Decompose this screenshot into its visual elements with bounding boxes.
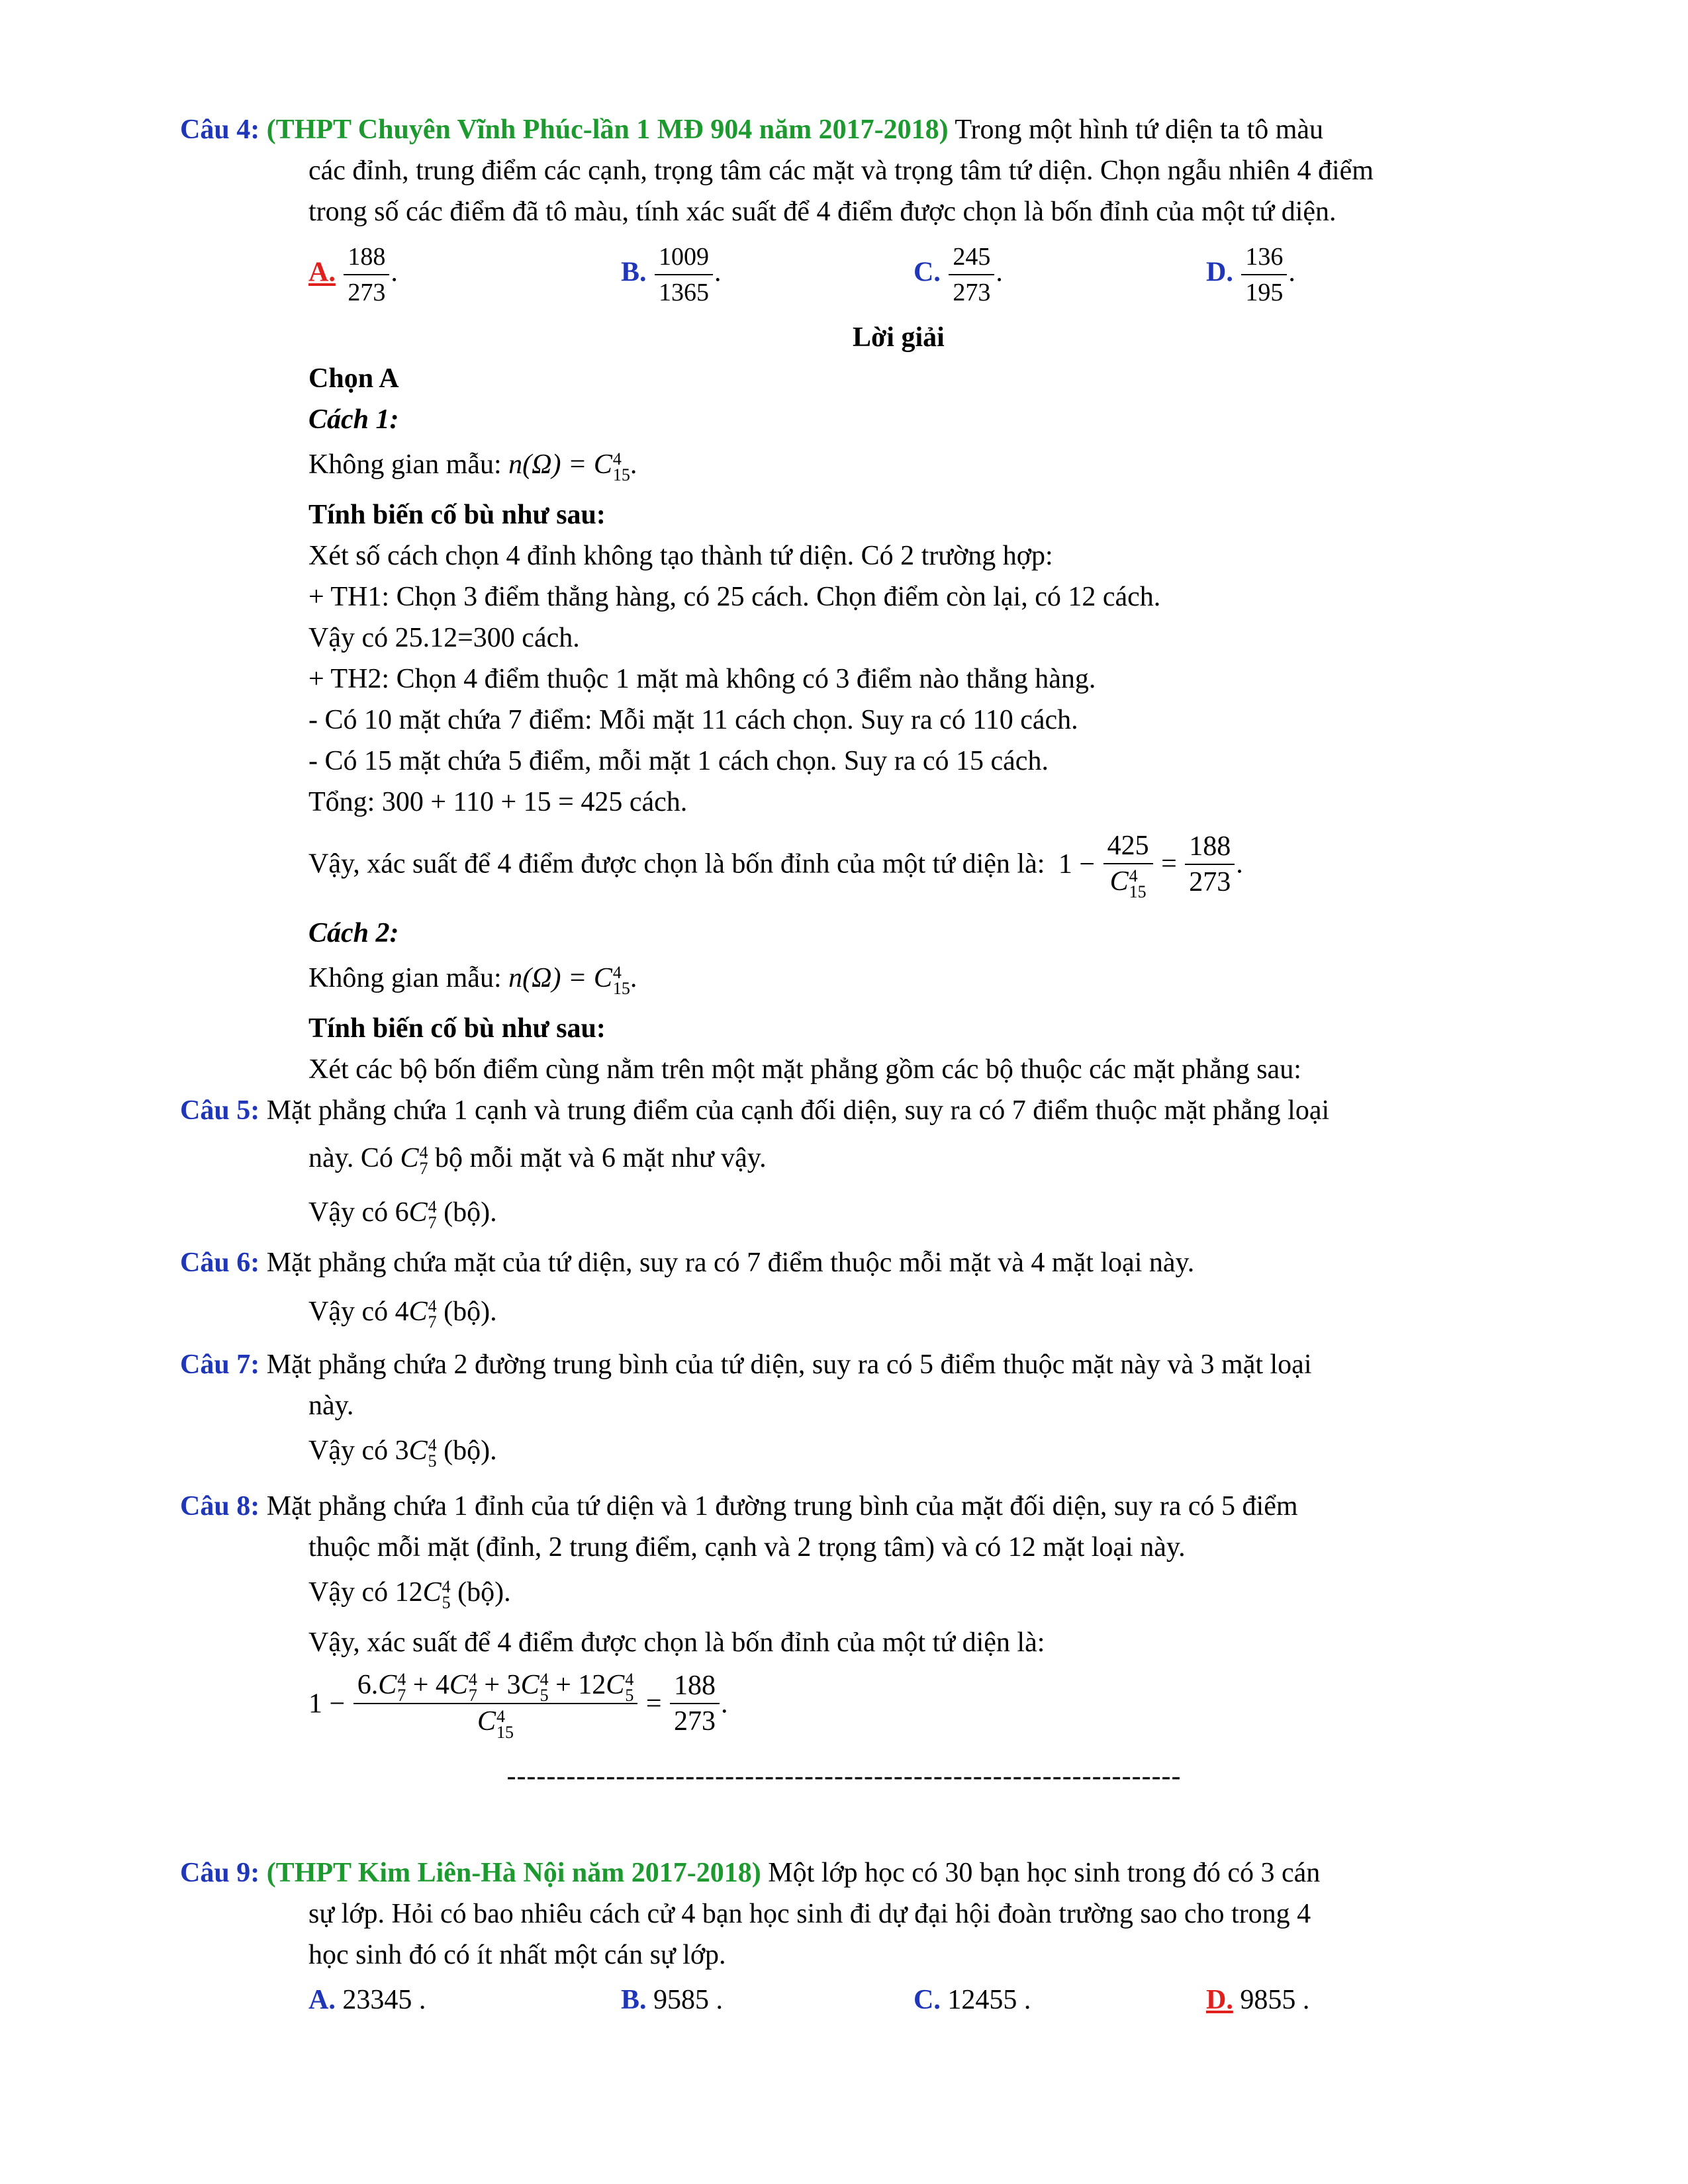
- q7-conclusion-c: C: [408, 1435, 428, 1466]
- c-sup: 4: [612, 449, 622, 469]
- q4-line2: các đỉnh, trung điểm các cạnh, trọng tâm các mặt và trọng tâm tứ diện. Chọn ngẫu nhiên 4 điểm: [308, 156, 1374, 186]
- q9-option-b-value: 9585 .: [653, 1985, 724, 2015]
- q8-one-minus: 1 −: [308, 1688, 346, 1719]
- q8-term1-c: C: [378, 1670, 397, 1700]
- method1-frac1-sup: 4: [1129, 866, 1138, 886]
- q7-conclusion: [308, 1433, 497, 1469]
- q8-plus-1: +: [412, 1670, 429, 1700]
- q5-conclusion-sup: 4: [428, 1197, 437, 1217]
- q4-option-b-fraction: [655, 240, 713, 310]
- q8-conclusion: [308, 1575, 511, 1613]
- method1-frac2-num: 188: [1185, 829, 1235, 865]
- solution-line-2: + TH1: Chọn 3 điểm thẳng hàng, có 25 cách. Chọn điểm còn lại, có 12 cách.: [308, 582, 1161, 612]
- q9-option-b[interactable]: [621, 1984, 723, 2016]
- q4-option-d-letter: D.: [1206, 257, 1233, 288]
- q8-term1-scripts: [397, 1670, 406, 1706]
- q8-term2-c: C: [449, 1670, 468, 1700]
- q4-option-d-num: 136: [1241, 240, 1287, 275]
- solution-line-1: Xét số cách chọn 4 đỉnh không tạo thành tứ diện. Có 2 trường hợp:: [308, 541, 1053, 571]
- q6-conclusion-b: (bộ).: [444, 1297, 497, 1327]
- c-sup-2: 4: [612, 963, 622, 983]
- complement-title-2: Tính biến cố bù như sau:: [308, 1013, 606, 1044]
- solution-line-7: Tổng: 300 + 110 + 15 = 425 cách.: [308, 787, 688, 817]
- q4-option-b-letter: B.: [621, 257, 647, 288]
- q4-option-a-letter: A.: [308, 257, 336, 288]
- q8-term4-sup: 4: [625, 1670, 634, 1690]
- q8-term2-sub: 7: [468, 1686, 477, 1706]
- q7-conclusion-a: Vậy có 3: [308, 1435, 409, 1466]
- q4-option-c-fraction: [949, 240, 994, 310]
- q4-option-a-num: 188: [344, 240, 389, 275]
- q6-line1: [180, 1246, 1194, 1280]
- sample-space-label: Không gian mẫu:: [308, 449, 502, 480]
- q8-conclusion-c: C: [422, 1577, 442, 1608]
- q8-term2-sup: 4: [468, 1670, 477, 1690]
- method1-title: Cách 1:: [308, 404, 399, 435]
- q5-conclusion-sub: 7: [428, 1213, 437, 1233]
- q6-conclusion-sup: 4: [428, 1297, 437, 1316]
- q5-conclusion-scripts: [428, 1197, 437, 1233]
- method1-equals: =: [1161, 848, 1177, 880]
- q5-c-sup: 4: [419, 1143, 428, 1163]
- q9-line3: học sinh đó có ít nhất một cán sự lớp.: [308, 1940, 726, 1970]
- q5-c: C: [400, 1143, 419, 1173]
- method1-prob-text: Vậy, xác suất để 4 điểm được chọn là bốn đỉnh của một tứ diện là:: [308, 848, 1045, 880]
- q9-option-d-value: 9855 .: [1240, 1985, 1310, 2015]
- c-sub: 15: [612, 465, 630, 485]
- q6-conclusion-sub: 7: [428, 1312, 437, 1332]
- q5-line2: [308, 1141, 767, 1179]
- method1-frac1-sub: 15: [1129, 882, 1147, 902]
- q8-big-frac-den: [353, 1704, 638, 1742]
- q4-option-a-den: 273: [348, 279, 386, 306]
- q5-conclusion-a: Vậy có 6: [308, 1197, 409, 1228]
- q8-term4-sub: 5: [625, 1686, 634, 1706]
- method1-frac1: [1103, 829, 1153, 902]
- q8-term1-sub: 7: [397, 1686, 406, 1706]
- q8-result-num: 188: [670, 1668, 720, 1704]
- separator: --------------------------------------------------------------------: [506, 1761, 1182, 1792]
- q8-conclusion-a: Vậy có 12: [308, 1577, 423, 1608]
- method1-frac1-c: C: [1109, 866, 1129, 897]
- q5-conclusion: [308, 1195, 497, 1233]
- c-letter-2: C: [593, 963, 612, 993]
- method2-sample-space: Không gian mẫu: n(Ω) = C 4 15 .: [308, 963, 637, 999]
- q8-term2-scripts: [468, 1670, 477, 1706]
- q9-source: (THPT Kim Liên-Hà Nội năm 2017-2018): [266, 1858, 761, 1888]
- q8-den-sup: 4: [496, 1706, 505, 1726]
- q6-conclusion-a: Vậy có 4: [308, 1297, 409, 1327]
- method1-frac1-den: [1103, 864, 1153, 902]
- method1-sample-space: Không gian mẫu: n(Ω) = C 4 15 .: [308, 449, 637, 485]
- q5-c-scripts: [419, 1143, 428, 1179]
- q5-text1: Mặt phẳng chứa 1 cạnh và trung điểm của cạnh đối diện, suy ra có 7 điểm thuộc mặt phẳng loại: [266, 1095, 1330, 1126]
- q8-term1-coef: 6.: [357, 1670, 379, 1700]
- q8-probability-formula: 1 − 6.C 4 7 + 4C 4 7 + 3C 4 5 + 12C 4 5 C 4 15 = $\frac{188}{273}$ .: [308, 1668, 728, 1740]
- q9-line2: sự lớp. Hỏi có bao nhiêu cách cử 4 bạn học sinh đi dự đại hội đoàn trường sao cho trong 4: [308, 1899, 1311, 1929]
- method1-one-minus: 1 −: [1058, 848, 1096, 880]
- q9-option-a[interactable]: [308, 1984, 426, 2016]
- method1-frac2-den: 273: [1189, 866, 1231, 897]
- q8-result-fraction: [670, 1668, 720, 1739]
- complement-title-1: Tính biến cố bù như sau:: [308, 500, 606, 530]
- q8-big-frac-num: [353, 1668, 638, 1704]
- q9-option-c[interactable]: [914, 1984, 1031, 2016]
- q7-conclusion-b: (bộ).: [444, 1435, 497, 1466]
- coplanar-text: Xét các bộ bốn điểm cùng nằm trên một mặt phẳng gồm các bộ thuộc các mặt phẳng sau:: [308, 1054, 1301, 1085]
- q5-text2a: này. Có: [308, 1143, 393, 1173]
- q8-term4-scripts: [625, 1670, 634, 1706]
- q5-line1: [180, 1093, 1329, 1128]
- method1-frac1-scripts: [1129, 866, 1147, 902]
- q8-term1-sup: 4: [397, 1670, 406, 1690]
- q7-line1: [180, 1347, 1311, 1382]
- q9-text1: Một lớp học có 30 bạn học sinh trong đó có 3 cán: [768, 1858, 1321, 1888]
- method1-probability: Vậy, xác suất để 4 điểm được chọn là bốn đỉnh của một tứ diện là: 1 − 425 C 4 15 = $\frac{188}{273}$ .: [308, 829, 1243, 899]
- q4-option-d-fraction: [1241, 240, 1287, 310]
- q4-option-a[interactable]: A. $\frac{188}{273}$ .: [308, 240, 398, 310]
- c-scripts: [612, 449, 630, 485]
- q4-source: (THPT Chuyên Vĩnh Phúc-lần 1 MĐ 904 năm 2017-2018): [266, 114, 949, 145]
- q5-c-sub: 7: [419, 1159, 428, 1179]
- q8-term4-c: C: [606, 1670, 625, 1700]
- q8-term3-c: C: [520, 1670, 539, 1700]
- q9-option-a-value: 23345 .: [342, 1985, 426, 2015]
- q8-conclusion-sup: 4: [442, 1577, 451, 1597]
- q4-option-c[interactable]: C. $\frac{245}{273}$ .: [914, 240, 1003, 310]
- q4-option-b-num: 1009: [655, 240, 713, 275]
- q8-den-sub: 15: [496, 1722, 514, 1742]
- q4-option-a-fraction: [344, 240, 389, 310]
- q9-option-c-value: 12455 .: [947, 1985, 1031, 2015]
- q4-label: Câu 4:: [180, 114, 260, 145]
- q8-term3-scripts: [539, 1670, 549, 1706]
- q8-conclusion-b: (bộ).: [457, 1577, 511, 1608]
- c-sub-2: 15: [612, 979, 630, 999]
- q6-conclusion: [308, 1295, 497, 1330]
- q9-option-b-letter: B.: [621, 1985, 647, 2015]
- q8-plus-3: +: [555, 1670, 571, 1700]
- q9-option-c-letter: C.: [914, 1985, 941, 2015]
- q8-equals: =: [645, 1688, 662, 1719]
- q8-term3-sup: 4: [539, 1670, 549, 1690]
- q9-option-d-letter: D.: [1206, 1985, 1233, 2015]
- q4-option-c-den: 273: [953, 279, 991, 306]
- q8-term4-coef: 12: [578, 1670, 606, 1700]
- q8-line1: [180, 1489, 1298, 1524]
- q5-conclusion-b: (bộ).: [444, 1197, 497, 1228]
- q6-label: Câu 6:: [180, 1248, 260, 1278]
- q9-label: Câu 9:: [180, 1858, 260, 1888]
- q9-option-a-letter: A.: [308, 1985, 336, 2015]
- q4-option-b-den: 1365: [659, 279, 710, 306]
- q7-conclusion-sup: 4: [428, 1435, 437, 1455]
- n-omega-2: n(Ω) =: [508, 963, 587, 993]
- q4-line3: trong số các điểm đã tô màu, tính xác suất để 4 điểm được chọn là bốn đỉnh của một tứ diện.: [308, 197, 1336, 227]
- q4-option-d[interactable]: D. $\frac{136}{195}$ .: [1206, 240, 1295, 310]
- q8-term3-coef: 3: [506, 1670, 521, 1700]
- q5-conclusion-c: C: [408, 1197, 428, 1228]
- solution-line-5: - Có 10 mặt chứa 7 điểm: Mỗi mặt 11 cách chọn. Suy ra có 110 cách.: [308, 705, 1078, 735]
- method2-title: Cách 2:: [308, 918, 399, 948]
- q8-label: Câu 8:: [180, 1491, 260, 1522]
- q8-den-c: C: [477, 1706, 496, 1737]
- q7-conclusion-scripts: [428, 1437, 437, 1469]
- q8-conclusion-scripts: [442, 1577, 451, 1613]
- solution-choice: Chọn A: [308, 363, 399, 394]
- solution-line-4: + TH2: Chọn 4 điểm thuộc 1 mặt mà không có 3 điểm nào thẳng hàng.: [308, 664, 1096, 694]
- q8-text1: Mặt phẳng chứa 1 đỉnh của tứ diện và 1 đường trung bình của mặt đối diện, suy ra có 5 điểm: [266, 1491, 1298, 1522]
- q4-line1: [180, 113, 1323, 147]
- solution-line-3: Vậy có 25.12=300 cách.: [308, 623, 580, 653]
- q5-text2b: bộ mỗi mặt và 6 mặt như vậy.: [434, 1143, 767, 1173]
- q7-label: Câu 7:: [180, 1349, 260, 1380]
- q4-option-c-num: 245: [949, 240, 994, 275]
- q6-text1: Mặt phẳng chứa mặt của tứ diện, suy ra có 7 điểm thuộc mỗi mặt và 4 mặt loại này.: [266, 1248, 1195, 1278]
- sample-space-label-2: Không gian mẫu:: [308, 963, 502, 993]
- q8-conclusion-sub: 5: [442, 1593, 451, 1613]
- q4-option-c-letter: C.: [914, 257, 941, 288]
- q4-option-d-den: 195: [1245, 279, 1284, 306]
- method1-frac2: [1185, 829, 1235, 899]
- n-omega: n(Ω) =: [508, 449, 587, 480]
- q8-result-den: 273: [674, 1706, 716, 1737]
- q8-line2: thuộc mỗi mặt (đỉnh, 2 trung điểm, cạnh và 2 trọng tâm) và có 12 mặt loại này.: [308, 1532, 1186, 1563]
- q9-line1: [180, 1856, 1320, 1890]
- q8-term3-sub: 5: [539, 1686, 549, 1706]
- q4-option-b[interactable]: B. $\frac{1009}{1365}$ .: [621, 240, 722, 310]
- q7-text1: Mặt phẳng chứa 2 đường trung bình của tứ diện, suy ra có 5 điểm thuộc mặt này và 3 mặt loại: [266, 1349, 1312, 1380]
- q9-option-d[interactable]: [1206, 1984, 1309, 2016]
- q7-line2: này.: [308, 1390, 354, 1421]
- q8-term2-coef: 4: [435, 1670, 449, 1700]
- q7-conclusion-sub: 5: [428, 1451, 437, 1471]
- solution-line-6: - Có 15 mặt chứa 5 điểm, mỗi mặt 1 cách chọn. Suy ra có 15 cách.: [308, 746, 1049, 776]
- q6-conclusion-scripts: [428, 1298, 437, 1330]
- solution-title: Lời giải: [853, 322, 945, 353]
- q8-plus-2: +: [484, 1670, 500, 1700]
- method1-frac1-num: 425: [1103, 829, 1153, 864]
- q8-big-fraction: [353, 1668, 638, 1740]
- q5-label: Câu 5:: [180, 1095, 260, 1126]
- q8-den-scripts: [496, 1708, 514, 1740]
- q6-conclusion-c: C: [408, 1297, 428, 1327]
- c-letter: C: [593, 449, 612, 480]
- q8-prob-text: Vậy, xác suất để 4 điểm được chọn là bốn đỉnh của một tứ diện là:: [308, 1627, 1045, 1658]
- c-scripts-2: [612, 963, 630, 999]
- q4-text1: Trong một hình tứ diện ta tô màu: [955, 114, 1324, 145]
